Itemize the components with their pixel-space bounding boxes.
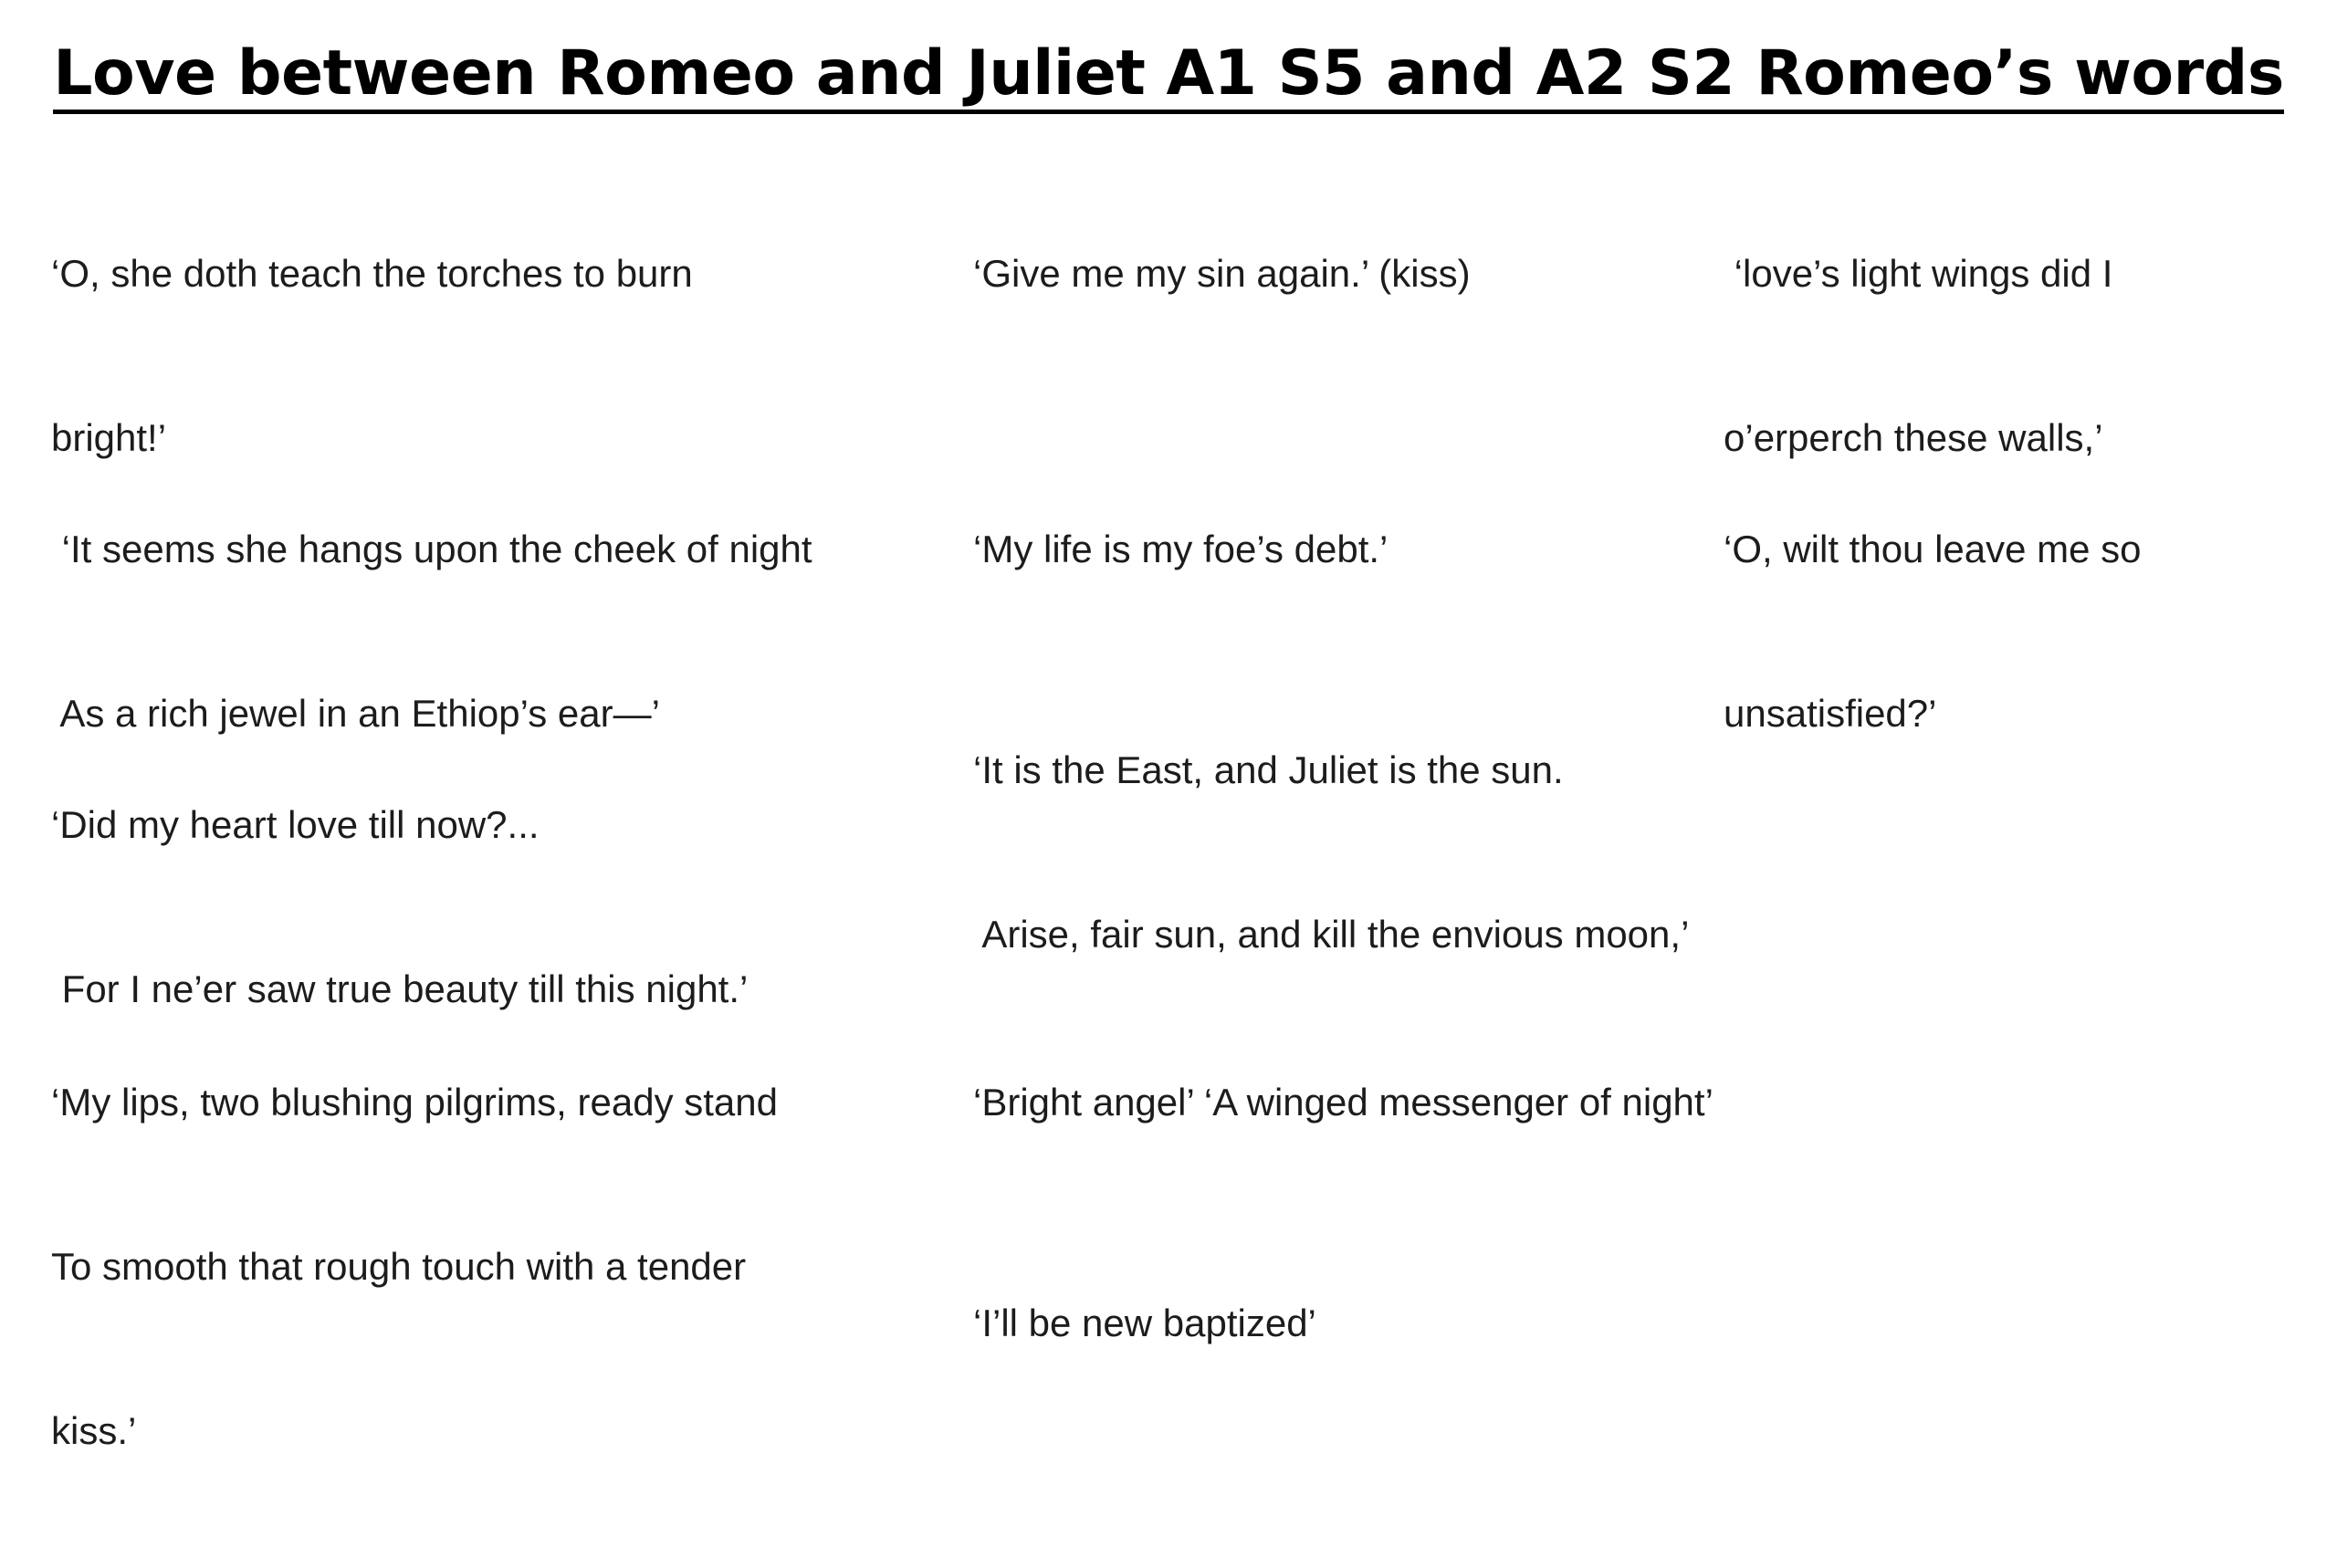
quote-line: For I ne’er saw true beauty till this night.’ — [51, 967, 749, 1010]
quote-line: To smooth that rough touch with a tender — [51, 1245, 747, 1288]
quote-line: o’erperch these walls,’ — [1724, 416, 2103, 459]
quote-line: ‘My life is my foe’s debt.’ — [973, 528, 1389, 570]
quote-line: bright!’ — [51, 416, 167, 459]
page-title-text: Love between Romeo and Juliet A1 S5 and A2 S2 Romeo’s words — [53, 38, 2284, 114]
quote-line: kiss.’ — [51, 1409, 137, 1452]
quote-line: Arise, fair sun, and kill the envious moon,’ — [973, 913, 1690, 956]
quote-line: ‘Bright angel’ ‘A winged messenger of night’ — [973, 1081, 1713, 1124]
quote-blushing-pilgrims — [51, 966, 778, 1568]
quote-line: ‘I’ll be new baptized’ — [973, 1301, 1316, 1344]
quote-line: ‘love’s light wings did I — [1724, 252, 2113, 295]
page-title — [0, 33, 2337, 115]
quote-line: ‘O, she doth teach the torches to burn — [51, 252, 693, 295]
quote-line: unsatisfied?’ — [1724, 692, 1937, 735]
quote-line: ‘My lips, two blushing pilgrims, ready stand — [51, 1081, 778, 1124]
quote-line: ‘O, wilt thou leave me so — [1724, 528, 2142, 570]
quote-sin-again — [973, 137, 1471, 411]
quote-line: ‘Give me my sin again.’ (kiss) — [973, 252, 1471, 295]
quote-line: ‘It seems she hangs upon the cheek of night — [51, 528, 812, 570]
quote-line: ‘Did my heart love till now?... — [51, 803, 540, 846]
quote-unsatisfied — [1724, 413, 2142, 851]
quote-new-baptized — [973, 1186, 1316, 1460]
quote-line: As a rich jewel in an Ethiop’s ear—’ — [51, 692, 660, 735]
quote-line: ‘It is the East, and Juliet is the sun. — [973, 748, 1564, 791]
